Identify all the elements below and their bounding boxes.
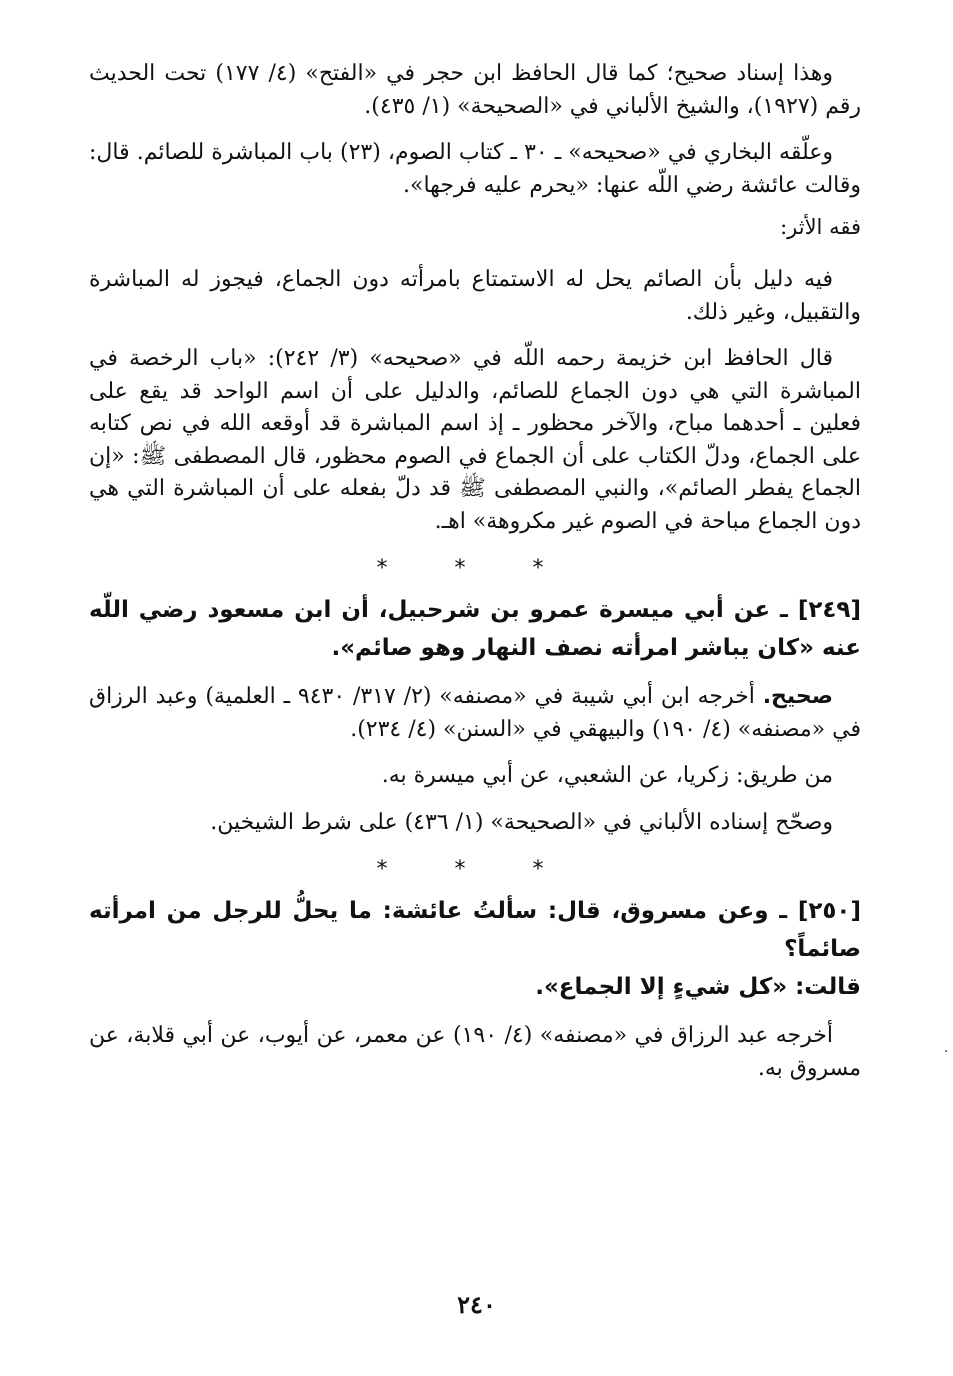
paragraph-bukhari-muallaq: وعلّقه البخاري في «صحيحه» ـ ٣٠ ـ كتاب الصوم، (٢٣) باب المباشرة للصائم. قال: وقالت عائشة رضي اللّه عنها: «يحرم عليه فرجها».	[89, 140, 861, 198]
section-separator: * * *	[376, 556, 574, 581]
paragraph-route: من طريق: زكريا، عن الشعبي، عن أبي ميسرة به.	[381, 763, 833, 788]
paragraph-albani-authentication: وصحّح إسناده الألباني في «الصحيحة» (١/ ٤٣٦) على شرط الشيخين.	[210, 809, 833, 835]
hadith-249-text: [٢٤٩] ـ عن أبي ميسرة عمرو بن شرحبيل، أن ابن مسعود رضي اللّه عنه «كان يباشر امرأته نصف النهار وهو صائم».	[89, 597, 861, 661]
grade-label: صحيح.	[762, 684, 834, 709]
section-separator-2: * * *	[376, 857, 574, 882]
paragraph-fiqh: فيه دليل بأن الصائم يحل له الاستمتاع بامرأته دون الجماع، فيجوز له المباشرة والتقبيل، وغير ذلك.	[89, 267, 861, 325]
hadith-250-answer: قالت: «كل شيءٍ إلا الجماع».	[535, 974, 861, 1000]
page-body	[89, 58, 861, 1085]
paragraph-takhrij-250: أخرجه عبد الرزاق في «مصنفه» (٤/ ١٩٠) عن معمر، عن أيوب، عن أبي قلابة، عن مسروق به.	[89, 1023, 861, 1081]
hadith-250-text: [٢٥٠] ـ وعن مسروق، قال: سألتُ عائشة: ما يحلُّ للرجل من امرأته صائماً؟	[89, 898, 861, 962]
takhrij-249-text: أخرجه ابن أبي شيبة في «مصنفه» (٢/ ٣١٧/ ٩٤٣٠ ـ العلمية) وعبد الرزاق في «مصنفه» (٤/ ١٩٠) والبيهقي في «السنن» (٤/ ٢٣٤).	[89, 684, 861, 742]
scan-speck	[945, 1050, 947, 1052]
fiqh-heading: فقه الأثر:	[780, 215, 861, 239]
paragraph-takhrij-249	[89, 681, 861, 746]
paragraph-isnad-sahih: وهذا إسناد صحيح؛ كما قال الحافظ ابن حجر في «الفتح» (٤/ ١٧٧) تحت الحديث رقم (١٩٢٧)، والشيخ الألباني في «الصحيحة» (١/ ٤٣٥).	[89, 61, 861, 119]
page-number: ٢٤٠	[457, 1290, 496, 1319]
paragraph-ibn-khuzaymah: قال الحافظ ابن خزيمة رحمه اللّه في «صحيحه» (٣/ ٢٤٢): «باب الرخصة في المباشرة التي هي دون الجماع للصائم، والدليل على أن اسم الواحد قد يقع على فعلين ـ أحدهما مباح، والآخر محظور ـ إذ اسم المباشرة قد أوقعه الله في نص كتابه على الجماع، ودلّ الكتاب على أن الجماع في الصوم محظور، قال المصطفى ﷺ: «إن الجماع يفطر الصائم»، والنبي المصطفى ﷺ قد دلّ بفعله على أن المباشرة التي هي دون الجماع مباحة في الصوم غير مكروهة» اهـ.	[89, 346, 862, 534]
